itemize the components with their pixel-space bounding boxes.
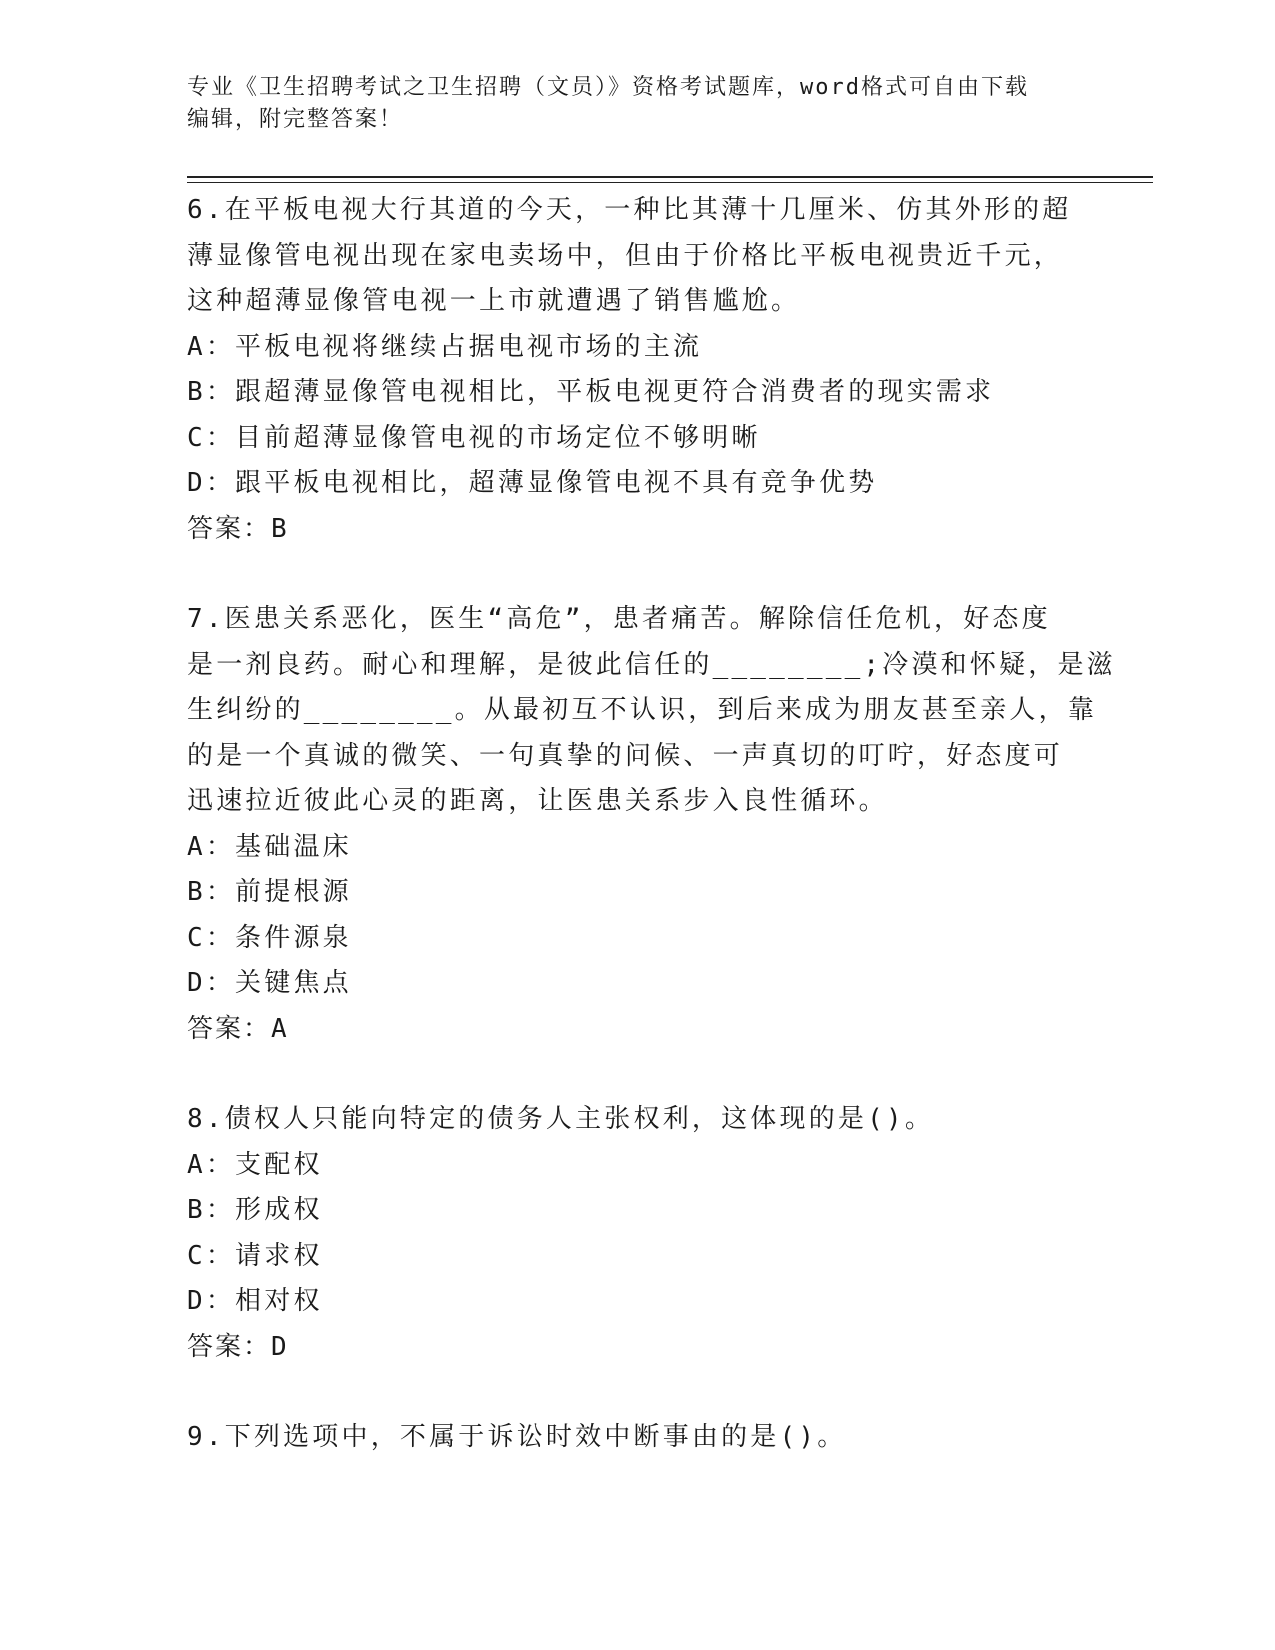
option-a: A：平板电视将继续占据电视市场的主流 xyxy=(187,331,703,362)
answer-value: A xyxy=(271,1013,289,1044)
answer xyxy=(187,1325,1117,1371)
question-stem-line: 的是一个真诚的微笑、一句真挚的问候、一声真切的叮咛，好态度可 xyxy=(187,740,1064,771)
option-d: D：关键焦点 xyxy=(187,968,352,998)
question-7 xyxy=(187,597,1117,1052)
option-c: C：请求权 xyxy=(187,1240,323,1271)
option-b: B：形成权 xyxy=(187,1195,323,1225)
answer-value: D xyxy=(271,1331,289,1362)
question-stem-line: 是一剂良药。耐心和理解，是彼此信任的________;冷漠和怀疑，是滋 xyxy=(187,649,1116,680)
question-stem-line: 迅速拉近彼此心灵的距离，让医患关系步入良性循环。 xyxy=(187,786,888,816)
header-divider-thin xyxy=(187,182,1153,183)
answer-label: 答案： xyxy=(187,513,272,544)
option-d: D：跟平板电视相比，超薄显像管电视不具有竞争优势 xyxy=(187,468,878,498)
option-a: A：支配权 xyxy=(187,1149,323,1180)
header-divider-thick xyxy=(187,176,1153,178)
question-stem-line: 生纠纷的________。从最初互不认识，到后来成为朋友甚至亲人，靠 xyxy=(187,695,1098,725)
option-b: B：跟超薄显像管电视相比，平板电视更符合消费者的现实需求 xyxy=(187,377,995,407)
option-a: A：基础温床 xyxy=(187,831,352,862)
question-stem-line: 这种超薄显像管电视一上市就遭遇了销售尴尬。 xyxy=(187,286,801,316)
answer xyxy=(187,1007,1117,1053)
document-header xyxy=(187,72,1087,136)
answer-label: 答案： xyxy=(187,1331,272,1362)
header-line: 专业《卫生招聘考试之卫生招聘（文员）》资格考试题库，word格式可自由下载 xyxy=(187,75,1029,100)
header-line: 编辑，附完整答案！ xyxy=(187,107,404,132)
question-stem-line: 7.医患关系恶化，医生“高危”，患者痛苦。解除信任危机，好态度 xyxy=(187,604,1051,634)
option-c: C：目前超薄显像管电视的市场定位不够明晰 xyxy=(187,422,761,453)
answer xyxy=(187,507,1117,553)
question-9 xyxy=(187,1415,1117,1461)
question-list xyxy=(187,188,1117,1461)
question-stem-line: 6.在平板电视大行其道的今天，一种比其薄十几厘米、仿其外形的超 xyxy=(187,195,1072,225)
option-c: C：条件源泉 xyxy=(187,922,352,953)
question-8 xyxy=(187,1097,1117,1370)
option-b: B：前提根源 xyxy=(187,877,352,907)
question-stem-line: 薄显像管电视出现在家电卖场中，但由于价格比平板电视贵近千元， xyxy=(187,240,1064,271)
question-stem-line: 8.债权人只能向特定的债务人主张权利，这体现的是()。 xyxy=(187,1104,935,1134)
option-d: D：相对权 xyxy=(187,1286,323,1316)
question-stem-line: 9.下列选项中，不属于诉讼时效中断事由的是()。 xyxy=(187,1422,847,1452)
question-6 xyxy=(187,188,1117,552)
answer-label: 答案： xyxy=(187,1013,272,1044)
answer-value: B xyxy=(271,513,289,544)
